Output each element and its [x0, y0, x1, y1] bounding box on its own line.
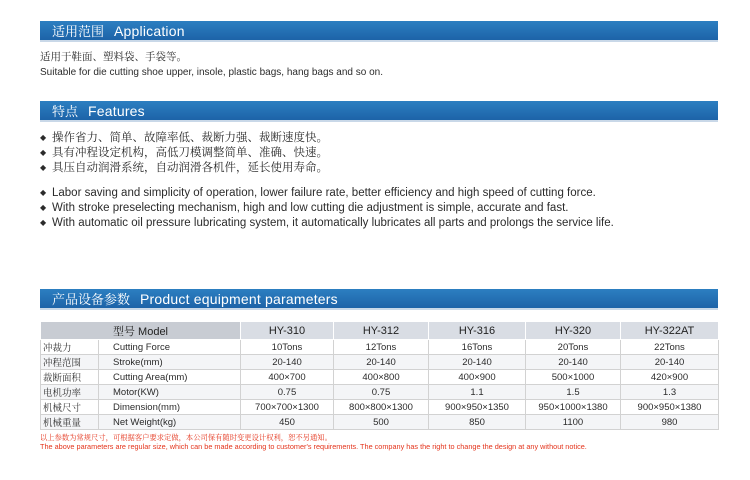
footnote-cn: 以上参数为常规尺寸，可根据客户要求定做，本公司保有随时变更设计权利，恕不另通知。	[40, 433, 332, 442]
table-cell: 20-140	[241, 355, 334, 370]
bullet-diamond-icon: ◆	[40, 148, 47, 157]
model-name: HY-316	[429, 322, 526, 340]
table-cell: 700×700×1300	[241, 400, 334, 415]
table-row	[41, 385, 719, 400]
table-cell: 1.5	[526, 385, 621, 400]
model-name: HY-320	[526, 322, 621, 340]
table-row	[41, 400, 719, 415]
feature-item: ◆ Labor saving and simplicity of operation, lower failure rate, better efficiency and high speed of cutting force.	[40, 187, 596, 199]
table-cell: 900×950×1350	[429, 400, 526, 415]
feature-item: ◆ 具有冲程设定机构，高低刀模调整简单、准确、快速。	[40, 147, 328, 159]
features-list-cn	[40, 130, 328, 175]
table-header-row	[41, 322, 719, 340]
table-cell: 12Tons	[334, 340, 429, 355]
row-label-cn: 机械重量	[41, 415, 99, 430]
table-cell: 400×900	[429, 370, 526, 385]
table-cell: 900×950×1380	[621, 400, 719, 415]
table-cell: 20-140	[429, 355, 526, 370]
table-cell: 500	[334, 415, 429, 430]
application-header	[40, 21, 718, 42]
feature-item: ◆ 操作省力、简单、故障率低、裁断力强、裁断速度快。	[40, 132, 328, 144]
model-label: 型号 Model	[41, 322, 241, 340]
features-header-en: Features	[88, 103, 145, 119]
table-row	[41, 415, 719, 430]
model-name: HY-322AT	[621, 322, 719, 340]
table-cell: 10Tons	[241, 340, 334, 355]
feature-item: ◆ With automatic oil pressure lubricating system, it automatically lubricates all parts and prolongs the service life.	[40, 217, 614, 229]
footnote-en: The above parameters are regular size, which can be made according to customer's requirements. The company has the right to change the design at any without notice.	[40, 442, 587, 451]
model-name: HY-312	[334, 322, 429, 340]
table-cell: 400×800	[334, 370, 429, 385]
row-label-en: Net Weight(kg)	[99, 415, 241, 430]
row-label-en: Stroke(mm)	[99, 355, 241, 370]
table-cell: 1100	[526, 415, 621, 430]
bullet-diamond-icon: ◆	[40, 163, 47, 172]
table-cell: 420×900	[621, 370, 719, 385]
parameters-header-cn: 产品设备参数	[52, 292, 131, 307]
features-header-cn: 特点	[52, 104, 79, 119]
table-row	[41, 340, 719, 355]
row-label-en: Motor(KW)	[99, 385, 241, 400]
table-cell: 1.1	[429, 385, 526, 400]
row-label-cn: 机械尺寸	[41, 400, 99, 415]
table-cell: 1.3	[621, 385, 719, 400]
table-cell: 0.75	[241, 385, 334, 400]
table-cell: 980	[621, 415, 719, 430]
table-cell: 800×800×1300	[334, 400, 429, 415]
application-text-en: Suitable for die cutting shoe upper, insole, plastic bags, hang bags and so on.	[40, 67, 384, 78]
application-header-en: Application	[114, 23, 185, 39]
bullet-diamond-icon: ◆	[40, 218, 47, 227]
parameters-header	[40, 289, 718, 310]
parameters-table	[40, 321, 719, 430]
row-label-en: Dimension(mm)	[99, 400, 241, 415]
row-label-cn: 裁断面积	[41, 370, 99, 385]
features-header	[40, 101, 718, 122]
table-cell: 20Tons	[526, 340, 621, 355]
model-name: HY-310	[241, 322, 334, 340]
row-label-en: Cutting Area(mm)	[99, 370, 241, 385]
table-cell: 16Tons	[429, 340, 526, 355]
feature-item: ◆ With stroke preselecting mechanism, high and low cutting die adjustment is simple, accurate and fast.	[40, 202, 569, 214]
row-label-cn: 冲程范围	[41, 355, 99, 370]
application-text-cn: 适用于鞋面、塑料袋、手袋等。	[40, 51, 187, 63]
parameters-header-en: Product equipment parameters	[140, 291, 338, 307]
table-row	[41, 370, 719, 385]
table-row	[41, 355, 719, 370]
table-cell: 450	[241, 415, 334, 430]
row-label-cn: 电机功率	[41, 385, 99, 400]
table-cell: 850	[429, 415, 526, 430]
table-cell: 20-140	[621, 355, 719, 370]
table-cell: 22Tons	[621, 340, 719, 355]
table-cell: 20-140	[526, 355, 621, 370]
table-cell: 0.75	[334, 385, 429, 400]
feature-item: ◆ 具压自动润滑系统，自动润滑各机件，延长使用寿命。	[40, 162, 328, 174]
table-cell: 500×1000	[526, 370, 621, 385]
table-cell: 950×1000×1380	[526, 400, 621, 415]
features-list-en	[40, 185, 614, 230]
application-header-cn: 适用范围	[52, 24, 105, 39]
table-cell: 400×700	[241, 370, 334, 385]
row-label-cn: 冲裁力	[41, 340, 99, 355]
bullet-diamond-icon: ◆	[40, 203, 47, 212]
row-label-en: Cutting Force	[99, 340, 241, 355]
bullet-diamond-icon: ◆	[40, 133, 47, 142]
bullet-diamond-icon: ◆	[40, 188, 47, 197]
table-cell: 20-140	[334, 355, 429, 370]
